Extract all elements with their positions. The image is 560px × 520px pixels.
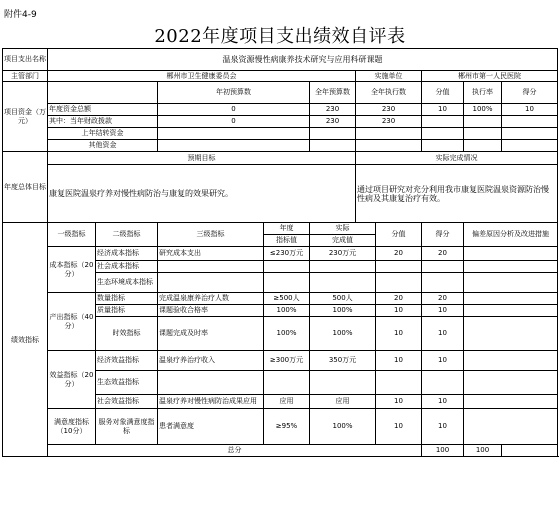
header-target: 指标值 (264, 235, 310, 247)
indicator-target: 100% (264, 305, 310, 317)
header-reason: 偏差原因分析及改进措施 (464, 223, 558, 247)
header-got: 得分 (422, 223, 464, 247)
funds-header-row (3, 82, 558, 104)
funds-row-init: 0 (158, 104, 310, 116)
funds-header-got: 得分 (502, 82, 558, 104)
indicator-l2: 经济成本指标 (96, 247, 158, 261)
indicator-l3: 温泉疗养治疗收入 (158, 351, 264, 371)
indicator-reason (464, 395, 558, 409)
funds-row-init: 0 (158, 116, 310, 128)
dept-value: 郴州市卫生健康委员会 (48, 71, 356, 82)
indicator-actual: 100% (310, 305, 376, 317)
funds-row-annual (310, 140, 356, 152)
indicators-section-label: 绩效指标 (3, 223, 48, 457)
group-name: 成本指标（20分） (48, 247, 96, 293)
indicator-l3: 完成温泉康养治疗人数 (158, 293, 264, 305)
indicator-actual: 100% (310, 317, 376, 351)
total-got: 100 (464, 445, 502, 457)
indicator-l3: 课题验收合格率 (158, 305, 264, 317)
goals-actual-label: 实际完成情况 (356, 152, 558, 165)
indicator-l2: 服务对象满意度指标 (96, 409, 158, 445)
unit-label: 实施单位 (356, 71, 422, 82)
header-score: 分值 (376, 223, 422, 247)
goals-content-row (3, 165, 558, 223)
dept-row (3, 71, 558, 82)
funds-row-exec (356, 128, 422, 140)
indicator-got (422, 371, 464, 395)
indicator-score: 20 (376, 293, 422, 305)
header-annual: 年度 (264, 223, 310, 235)
group-name: 产出指标（40分） (48, 293, 96, 351)
indicator-got: 20 (422, 247, 464, 261)
funds-header-rate: 执行率 (464, 82, 502, 104)
indicator-got: 20 (422, 293, 464, 305)
indicator-score (376, 261, 422, 273)
indicator-actual (310, 273, 376, 293)
page-title: 2022年度项目支出绩效自评表 (154, 26, 406, 47)
indicator-reason (464, 371, 558, 395)
project-name-row (3, 49, 558, 71)
funds-row-score (422, 128, 464, 140)
indicator-reason (464, 409, 558, 445)
group-name: 效益指标（20分） (48, 351, 96, 409)
funds-row-rate: 100% (464, 104, 502, 116)
funds-row-got (502, 128, 558, 140)
indicator-score: 20 (376, 247, 422, 261)
total-label: 总分 (48, 445, 422, 457)
funds-row-score (422, 116, 464, 128)
indicator-got (422, 261, 464, 273)
indicator-got: 10 (422, 395, 464, 409)
indicator-l2: 生态效益指标 (96, 371, 158, 395)
funds-row (3, 116, 558, 128)
indicator-target (264, 261, 310, 273)
header-level1: 一级指标 (48, 223, 96, 247)
indicator-row (3, 351, 558, 371)
indicator-l2: 数量指标 (96, 293, 158, 305)
indicator-l3: 温泉疗养对慢性病防治成果应用 (158, 395, 264, 409)
funds-row-got (502, 116, 558, 128)
evaluation-table (2, 48, 558, 457)
funds-row-init (158, 128, 310, 140)
goals-expected: 康复医院温泉疗养对慢性病防治与康复的效果研究。 (48, 165, 356, 223)
indicator-reason (464, 317, 558, 351)
indicator-reason (464, 261, 558, 273)
header-level2: 二级指标 (96, 223, 158, 247)
indicator-score: 10 (376, 305, 422, 317)
indicator-l2: 生态环境成本指标 (96, 273, 158, 293)
indicator-score: 10 (376, 351, 422, 371)
goals-header-row (3, 152, 558, 165)
funds-row-exec: 230 (356, 116, 422, 128)
indicator-got: 10 (422, 351, 464, 371)
header-level3: 三级指标 (158, 223, 264, 247)
indicator-target: 100% (264, 317, 310, 351)
header-actual: 完成值 (310, 235, 376, 247)
goals-expected-label: 预期目标 (48, 152, 356, 165)
indicator-l3: 患者满意度 (158, 409, 264, 445)
indicator-target: ≥95% (264, 409, 310, 445)
funds-row-score: 10 (422, 104, 464, 116)
dept-label: 主管部门 (3, 71, 48, 82)
indicator-target (264, 371, 310, 395)
indicator-actual: 100% (310, 409, 376, 445)
funds-row-label: 年度资金总额 (48, 104, 158, 116)
funds-row (3, 140, 558, 152)
indicator-actual (310, 261, 376, 273)
indicator-score (376, 273, 422, 293)
funds-row-got (502, 140, 558, 152)
indicator-reason (464, 247, 558, 261)
funds-section-label: 项目资金（万元） (3, 82, 48, 152)
funds-row-exec (356, 140, 422, 152)
project-name-label: 项目支出名称 (3, 49, 48, 71)
indicator-got: 10 (422, 305, 464, 317)
project-name: 温泉资源慢性病康养技术研究与应用科研课题 (48, 49, 558, 71)
total-row (3, 445, 558, 457)
indicator-reason (464, 351, 558, 371)
total-reason (502, 445, 558, 457)
funds-row-annual (310, 128, 356, 140)
indicator-got: 10 (422, 409, 464, 445)
funds-row-exec: 230 (356, 104, 422, 116)
indicator-row (3, 247, 558, 261)
goals-actual: 通过项目研究对充分利用我市康复医院温泉资源防治慢性病及其康复治疗有效。 (356, 165, 558, 223)
indicator-row (3, 293, 558, 305)
indicator-target: ≥300万元 (264, 351, 310, 371)
indicator-l3: 研究成本支出 (158, 247, 264, 261)
indicator-actual (310, 371, 376, 395)
funds-row-init (158, 140, 310, 152)
indicator-got (422, 273, 464, 293)
goals-section-label: 年度总体目标 (3, 152, 48, 223)
funds-row-got: 10 (502, 104, 558, 116)
funds-blank-header (48, 82, 158, 104)
indicator-reason (464, 293, 558, 305)
indicator-score: 10 (376, 317, 422, 351)
funds-row-label: 其他资金 (48, 140, 158, 152)
indicator-actual: 500人 (310, 293, 376, 305)
indicator-got: 10 (422, 317, 464, 351)
indicator-target: 应用 (264, 395, 310, 409)
funds-row-score (422, 140, 464, 152)
indicator-score: 10 (376, 395, 422, 409)
indicator-reason (464, 273, 558, 293)
indicator-l2: 经济效益指标 (96, 351, 158, 371)
funds-row (3, 104, 558, 116)
funds-row-label: 其中：当年财政拨款 (48, 116, 158, 128)
indicator-target (264, 273, 310, 293)
indicator-l3 (158, 261, 264, 273)
group-name: 满意度指标（10分） (48, 409, 96, 445)
indicator-l2: 社会成本指标 (96, 261, 158, 273)
indicators-header-row (3, 223, 558, 235)
annex-label: 附件4-9 (4, 10, 37, 20)
indicator-score (376, 371, 422, 395)
indicator-target: ≥500人 (264, 293, 310, 305)
funds-row-rate (464, 116, 502, 128)
funds-row (3, 128, 558, 140)
total-score: 100 (422, 445, 464, 457)
funds-header-exec: 全年执行数 (356, 82, 422, 104)
indicator-l3 (158, 273, 264, 293)
funds-header-annual: 全年预算数 (310, 82, 356, 104)
indicator-l2: 社会效益指标 (96, 395, 158, 409)
indicator-actual: 230万元 (310, 247, 376, 261)
indicator-actual: 350万元 (310, 351, 376, 371)
indicator-target: ≤230万元 (264, 247, 310, 261)
funds-row-rate (464, 128, 502, 140)
funds-row-annual: 230 (310, 116, 356, 128)
funds-row-label: 上年结转资金 (48, 128, 158, 140)
unit-value: 郴州市第一人民医院 (422, 71, 558, 82)
funds-row-rate (464, 140, 502, 152)
funds-header-score: 分值 (422, 82, 464, 104)
indicator-l2: 时效指标 (96, 317, 158, 351)
funds-row-annual: 230 (310, 104, 356, 116)
header-actual-top: 实际 (310, 223, 376, 235)
indicator-row (3, 409, 558, 445)
indicator-l2: 质量指标 (96, 305, 158, 317)
indicator-actual: 应用 (310, 395, 376, 409)
funds-header-init: 年初预算数 (158, 82, 310, 104)
indicator-l3: 课题完成及时率 (158, 317, 264, 351)
indicator-score: 10 (376, 409, 422, 445)
indicator-l3 (158, 371, 264, 395)
indicator-reason (464, 305, 558, 317)
